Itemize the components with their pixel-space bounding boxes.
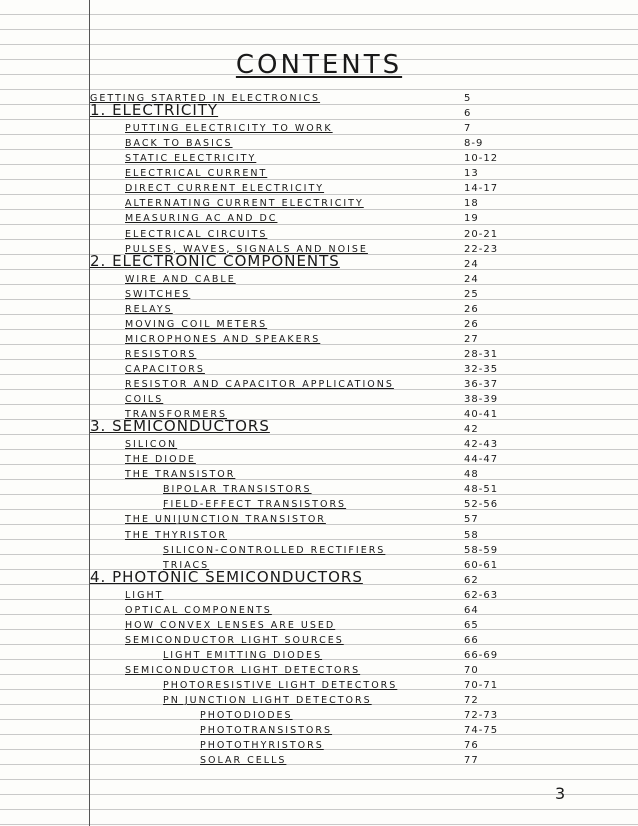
toc-entry (90, 270, 610, 285)
toc-entry-page: 62-63 (464, 589, 499, 601)
toc-entry-page: 76 (464, 740, 479, 752)
toc-entry-page: 19 (464, 213, 479, 225)
toc-entry-page: 24 (464, 258, 479, 270)
toc-entry (90, 526, 610, 541)
toc-entry (90, 251, 610, 270)
toc-entry-title: ELECTRICAL CIRCUITS (125, 228, 268, 240)
toc-entry (90, 465, 610, 480)
toc-entry (90, 390, 610, 405)
toc-entry (90, 567, 610, 586)
toc-entry-title: MEASURING AC AND DC (125, 213, 278, 225)
toc-entry-title: TRANSFORMERS (125, 409, 228, 421)
toc-entry-title: SILICON-CONTROLLED RECTIFIERS (163, 544, 386, 556)
toc-entry (90, 541, 610, 556)
toc-entry-title: THE DIODE (125, 454, 196, 466)
toc-entry-title: WIRE AND CABLE (125, 273, 236, 285)
toc-entry-page: 42-43 (464, 439, 499, 451)
toc-entry-page: 26 (464, 318, 479, 330)
toc-entry-page: 24 (464, 273, 479, 285)
toc-entry-page: 44-47 (464, 454, 499, 466)
toc-entry-title: PHOTOTRANSISTORS (200, 725, 333, 737)
toc-entry-page: 7 (464, 123, 472, 135)
toc-entry-title: PHOTOTHYRISTORS (200, 740, 324, 752)
toc-entry-page: 48 (464, 469, 479, 481)
toc-entry-title: RESISTORS (125, 348, 197, 360)
toc-entry-title: 4. PHOTONIC SEMICONDUCTORS (90, 567, 363, 586)
toc-entry-title: SOLAR CELLS (200, 755, 287, 767)
page-title: CONTENTS (235, 50, 403, 80)
toc-entry-page: 18 (464, 198, 479, 210)
toc-entry-title: HOW CONVEX LENSES ARE USED (125, 619, 336, 631)
toc-entry-title: MOVING COIL METERS (125, 318, 268, 330)
toc-entry-page: 14-17 (464, 183, 499, 195)
toc-entry (90, 751, 610, 766)
toc-entry-title: LIGHT (125, 589, 164, 601)
toc-entry-title: SEMICONDUCTOR LIGHT SOURCES (125, 634, 344, 646)
toc-entry-page: 66-69 (464, 649, 499, 661)
toc-entry (90, 586, 610, 601)
toc-entry (90, 164, 610, 179)
toc-entry-title: TRIACS (163, 559, 210, 571)
toc-entry-title: FIELD-EFFECT TRANSISTORS (163, 499, 347, 511)
toc-entry-title: RESISTOR AND CAPACITOR APPLICATIONS (125, 378, 394, 390)
toc-entry (90, 676, 610, 691)
toc-entry (90, 375, 610, 390)
toc-entry-page: 5 (464, 93, 472, 104)
toc-entry-title: THE THYRISTOR (125, 529, 228, 541)
toc-entry (90, 315, 610, 330)
toc-entry-title: SILICON (125, 439, 178, 451)
toc-entry (90, 345, 610, 360)
toc-entry-page: 28-31 (464, 348, 499, 360)
toc-entry (90, 510, 610, 525)
toc-entry (90, 225, 610, 240)
toc-entry (90, 601, 610, 616)
toc-entry-page: 8-9 (464, 138, 484, 150)
toc-entry-title: PN JUNCTION LIGHT DETECTORS (163, 695, 372, 706)
toc-entry (90, 721, 610, 736)
toc-entry-page: 57 (464, 514, 479, 526)
toc-entry-title: RELAYS (125, 303, 173, 315)
toc-entry-page: 58 (464, 529, 479, 541)
toc-entry-page: 74-75 (464, 725, 499, 737)
toc-entry-page: 62 (464, 574, 479, 586)
toc-entry (90, 300, 610, 315)
toc-entry-page: 26 (464, 303, 479, 315)
toc-entry (90, 691, 610, 706)
toc-entry (90, 661, 610, 676)
toc-entry-title: PUTTING ELECTRICITY TO WORK (125, 123, 333, 135)
toc-entry-title: THE TRANSISTOR (125, 469, 236, 481)
toc-entry-page: 65 (464, 619, 479, 631)
toc-entry (90, 631, 610, 646)
toc-entry-title: LIGHT EMITTING DIODES (163, 649, 323, 661)
toc-entry (90, 616, 610, 631)
toc-entry (90, 480, 610, 495)
toc-entry-page: 66 (464, 634, 479, 646)
toc-entry-title: PULSES, WAVES, SIGNALS AND NOISE (125, 243, 368, 255)
toc-entry-title: THE UNIJUNCTION TRANSISTOR (125, 514, 326, 526)
toc-entry (90, 194, 610, 209)
toc-entry-page: 6 (464, 108, 472, 119)
toc-entry-title: 3. SEMICONDUCTORS (90, 417, 270, 436)
toc-entry-title: PHOTODIODES (200, 710, 293, 722)
toc-entry (90, 285, 610, 300)
toc-entry-page: 40-41 (464, 409, 499, 421)
toc-entry (90, 435, 610, 450)
toc-entry-page: 72-73 (464, 710, 499, 722)
toc-entry-page: 27 (464, 333, 479, 345)
toc-entry-page: 32-35 (464, 363, 499, 375)
toc-entry-title: OPTICAL COMPONENTS (125, 604, 272, 616)
toc-entry-title: ELECTRICAL CURRENT (125, 168, 268, 180)
toc-entry-page: 70 (464, 664, 479, 676)
toc-entry (90, 149, 610, 164)
toc-entry-page: 72 (464, 695, 479, 706)
toc-entry-title: ALTERNATING CURRENT ELECTRICITY (125, 198, 364, 210)
toc-entry-page: 64 (464, 604, 479, 616)
toc-entry-title: SWITCHES (125, 288, 191, 300)
toc-entry-page: 13 (464, 168, 479, 180)
toc-entry (90, 330, 610, 345)
toc-entry-page: 42 (464, 424, 479, 436)
toc-entry (90, 179, 610, 194)
toc-entry-title: BACK TO BASICS (125, 138, 233, 150)
toc-entry-title: 1. ELECTRICITY (90, 101, 219, 119)
toc-entry-title: SEMICONDUCTOR LIGHT DETECTORS (125, 664, 361, 676)
toc-entry-title: MICROPHONES AND SPEAKERS (125, 333, 321, 345)
toc-entry-page: 48-51 (464, 484, 499, 496)
toc-entry (90, 706, 610, 721)
toc-entry-page: 70-71 (464, 680, 499, 691)
toc-entry (90, 417, 610, 436)
toc-entry-page: 77 (464, 755, 479, 767)
toc-entry-page: 20-21 (464, 228, 499, 240)
toc-entry-page: 25 (464, 288, 479, 300)
toc-entry (90, 736, 610, 751)
toc-entry-page: 60-61 (464, 559, 499, 571)
toc-entry (90, 101, 610, 119)
toc-entry-page: 52-56 (464, 499, 499, 511)
toc-entry-page: 22-23 (464, 243, 499, 255)
toc-entry-page: 10-12 (464, 153, 499, 165)
toc-entry (90, 495, 610, 510)
toc-entry-title: 2. ELECTRONIC COMPONENTS (90, 251, 340, 270)
toc-entry-title: PHOTORESISTIVE LIGHT DETECTORS (163, 680, 398, 691)
toc-entry-page: 38-39 (464, 394, 499, 405)
toc-entry-title: BIPOLAR TRANSISTORS (163, 484, 312, 496)
toc-entry-page: 58-59 (464, 544, 499, 556)
page-number: 3 (555, 784, 566, 803)
toc-entry-title: STATIC ELECTRICITY (125, 153, 257, 165)
toc-entry-title: GETTING STARTED IN ELECTRONICS (90, 93, 321, 104)
toc-entry (90, 119, 610, 134)
toc-entry (90, 646, 610, 661)
toc-entry-title: DIRECT CURRENT ELECTRICITY (125, 183, 325, 195)
toc-entry-title: COILS (125, 394, 164, 405)
toc-entry (90, 209, 610, 224)
toc-entry (90, 450, 610, 465)
toc-entry-title: CAPACITORS (125, 363, 205, 375)
toc-entry (90, 360, 610, 375)
toc-entry-page: 36-37 (464, 378, 499, 390)
toc-entry (90, 134, 610, 149)
